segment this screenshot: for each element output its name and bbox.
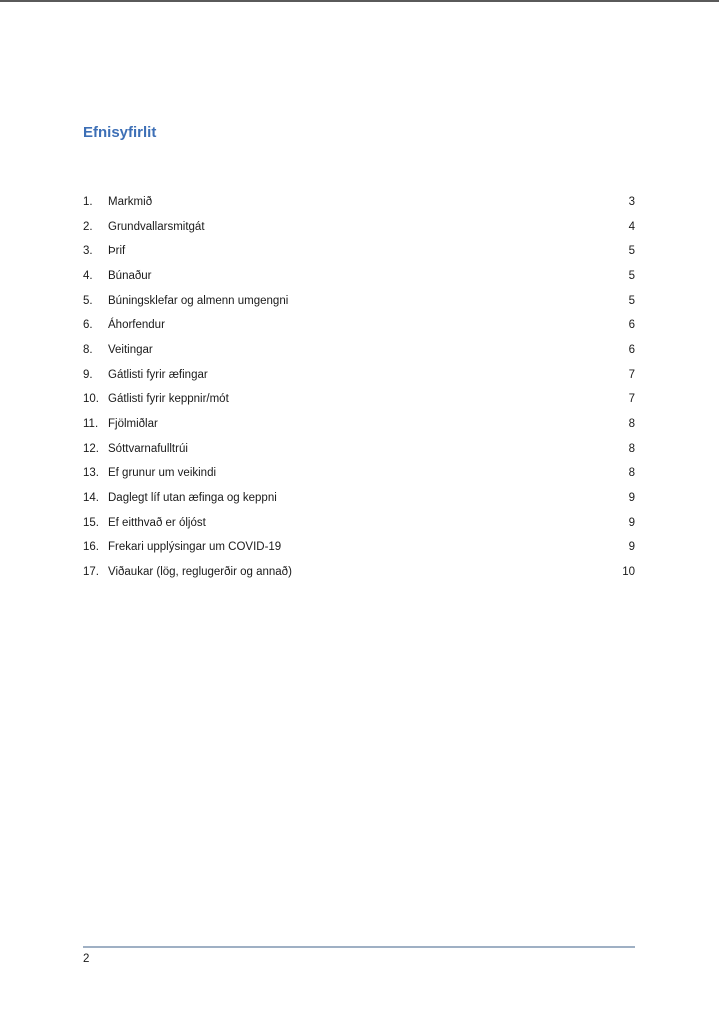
toc-entry-label[interactable]: Markmið <box>108 196 153 208</box>
toc-entry[interactable] <box>83 192 635 217</box>
toc-entry-page[interactable]: 3 <box>628 196 635 208</box>
toc-entry-page[interactable]: 5 <box>628 294 635 307</box>
toc-entry-page[interactable]: 9 <box>628 541 635 554</box>
toc-entry-page[interactable]: 4 <box>628 220 635 233</box>
toc-entry[interactable] <box>83 266 635 291</box>
toc-entry-number: 5. <box>83 294 93 307</box>
toc-entry-number: 10. <box>83 393 99 406</box>
toc-entry[interactable] <box>83 513 635 538</box>
toc-entry-number: 2. <box>83 220 93 233</box>
toc-entry-label[interactable]: Gátlisti fyrir keppnir/mót <box>108 393 229 406</box>
toc-entry-label[interactable]: Gátlisti fyrir æfingar <box>108 368 208 381</box>
toc-entry[interactable] <box>83 562 635 587</box>
toc-entry-label[interactable]: Daglegt líf utan æfinga og keppni <box>108 491 277 504</box>
toc-entry-number: 13. <box>83 467 99 480</box>
toc-entry-label[interactable]: Frekari upplýsingar um COVID-19 <box>108 541 282 554</box>
toc-entry-label[interactable]: Fjölmiðlar <box>108 417 158 430</box>
toc-entry-label[interactable]: Áhorfendur <box>108 319 165 332</box>
toc-entry-label[interactable]: Búningsklefar og almenn umgengni <box>108 294 289 307</box>
toc-entry-number: 1. <box>83 196 93 208</box>
toc-entry[interactable] <box>83 291 635 316</box>
toc-entry-label[interactable]: Viðaukar (lög, reglugerðir og annað) <box>108 565 292 578</box>
toc-entry-page[interactable]: 5 <box>628 269 635 282</box>
table-of-contents <box>83 192 635 587</box>
toc-entry-number: 16. <box>83 541 99 554</box>
toc-entry[interactable] <box>83 414 635 439</box>
toc-entry-page[interactable]: 9 <box>628 516 635 529</box>
footer-divider <box>83 946 635 948</box>
toc-entry-page[interactable]: 7 <box>628 368 635 381</box>
toc-entry-number: 8. <box>83 343 93 356</box>
toc-entry-label[interactable]: Sóttvarnafulltrúi <box>108 442 188 455</box>
toc-entry-label[interactable]: Grundvallarsmitgát <box>108 220 205 233</box>
toc-entry-page[interactable]: 5 <box>628 245 635 258</box>
toc-entry-page[interactable]: 8 <box>628 442 635 455</box>
toc-entry-number: 11. <box>83 417 99 430</box>
toc-entry-label[interactable]: Ef eitthvað er óljóst <box>108 516 206 529</box>
toc-entry[interactable] <box>83 315 635 340</box>
toc-entry-label[interactable]: Þrif <box>108 245 126 258</box>
toc-entry-page[interactable]: 7 <box>628 393 635 406</box>
toc-entry-number: 15. <box>83 516 99 529</box>
toc-heading: Efnisyfirlit <box>83 124 157 141</box>
toc-entry-label[interactable]: Ef grunur um veikindi <box>108 467 217 480</box>
toc-entry[interactable] <box>83 365 635 390</box>
toc-entry-page[interactable]: 6 <box>628 343 635 356</box>
toc-entry-page[interactable]: 8 <box>628 417 635 430</box>
toc-entry[interactable] <box>83 537 635 562</box>
document-page <box>0 2 719 1024</box>
toc-entry-number: 9. <box>83 368 93 381</box>
toc-entry[interactable] <box>83 241 635 266</box>
toc-entry[interactable] <box>83 217 635 242</box>
toc-entry-page[interactable]: 10 <box>622 565 635 578</box>
toc-entry[interactable] <box>83 389 635 414</box>
toc-entry-label[interactable]: Búnaður <box>108 269 152 282</box>
toc-entry-page[interactable]: 9 <box>628 491 635 504</box>
toc-entry[interactable] <box>83 439 635 464</box>
toc-entry-page[interactable]: 8 <box>628 467 635 480</box>
toc-entry-label[interactable]: Veitingar <box>108 343 153 356</box>
toc-entry-number: 14. <box>83 491 99 504</box>
toc-entry-number: 17. <box>83 565 99 578</box>
toc-entry[interactable] <box>83 340 635 365</box>
toc-entry[interactable] <box>83 463 635 488</box>
footer-page-number: 2 <box>83 953 90 965</box>
toc-entry-number: 12. <box>83 442 99 455</box>
toc-entry-number: 4. <box>83 269 93 282</box>
toc-entry[interactable] <box>83 488 635 513</box>
toc-entry-page[interactable]: 6 <box>628 319 635 332</box>
toc-entry-number: 3. <box>83 245 93 258</box>
toc-entry-number: 6. <box>83 319 93 332</box>
